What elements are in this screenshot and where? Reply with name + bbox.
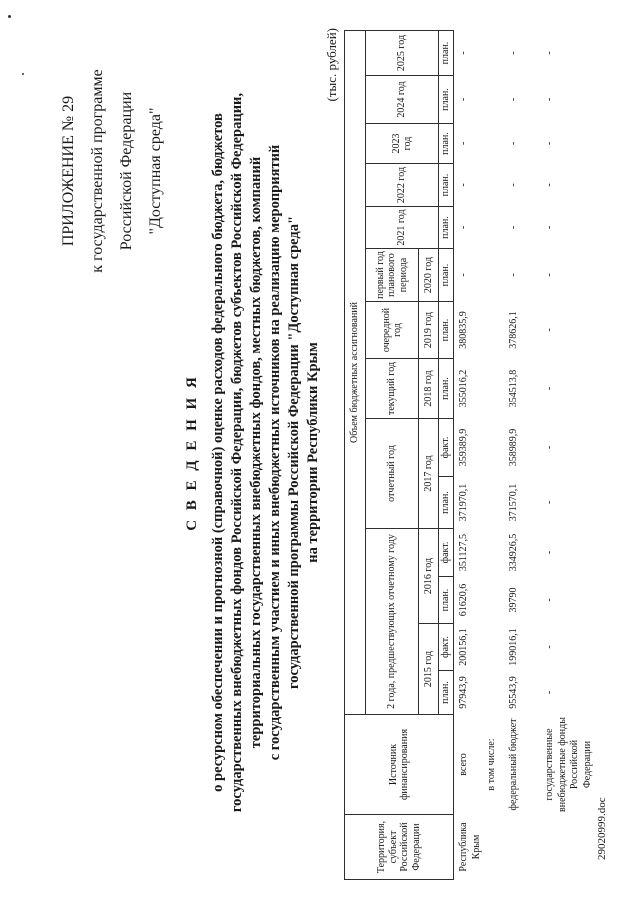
value-cell: - [458,225,469,230]
value-cell: 371970,1 [458,483,469,522]
value-cell: 378626,1 [508,311,519,349]
col-header-2024: 2024 год [366,76,439,124]
col-group-next-year: очередной год [366,302,419,359]
value-cell: 97943,9 [458,676,469,709]
title-line: с государственным участием и иных внебюджетных источников на реализацию мероприятий [267,144,283,761]
value-cell: - [544,273,555,277]
value-cell: - [544,386,555,391]
appendix-line: к государственной программе [89,69,106,273]
value-cell: 334926,5 [508,533,519,572]
value-cell: - [544,51,555,55]
col-header-volume: Объем бюджетных ассигнований [345,31,366,715]
value-cell: - [544,328,555,332]
col-header-territory: Территория, субъект Российской Федерации [345,815,454,880]
value-cell: 351127,5 [458,533,469,572]
value-cell: - [544,598,555,602]
table-row [454,31,483,880]
subcol-plan: план. [439,164,454,207]
col-header-2020: 2020 год [419,249,439,302]
subcol-plan: план. [439,359,454,419]
title-line: на территории Республики Крым [305,342,321,563]
value-cell: 200156,1 [458,628,469,666]
appendix-block [54,20,170,322]
subcol-plan: план. [439,31,454,76]
title-line: государственной программы Российской Федерации "Доступная среда" [286,215,302,690]
col-header-2019: 2019 год [419,302,439,359]
col-header-source: Источник финансирования [345,715,454,815]
col-header-2016: 2016 год [419,529,439,624]
subcol-fact: факт. [439,624,454,671]
value-cell: 354513,8 [508,369,519,408]
value-cell: 199016,1 [508,628,519,666]
value-cell: - [544,500,555,505]
title-line: государственных внебюджетных фондов Российской Федерации, бюджетов субъектов Российской Федерации, [229,92,245,813]
subcol-fact: факт. [439,529,454,577]
source-cell: федеральный бюджет [508,718,519,811]
col-header-2025: 2025 год [366,31,439,76]
value-cell: - [458,273,469,277]
source-cell: всего [458,753,469,776]
value-cell: - [544,183,555,187]
value-cell: - [544,225,555,230]
subcol-plan: план. [439,577,454,624]
document-title [209,0,323,905]
value-cell: - [544,97,555,102]
subcol-plan: план. [439,249,454,302]
value-cell: - [508,225,519,230]
subcol-plan: план. [439,671,454,715]
value-cell: 358989,9 [508,428,519,467]
value-cell: - [544,141,555,146]
value-cell: - [544,690,555,695]
value-cell: - [508,51,519,55]
appendix-line: "Доступная среда" [147,107,164,235]
value-cell: - [508,273,519,277]
col-header-2023: 2023 год [366,124,439,164]
value-cell: - [544,445,555,450]
document-heading: С В Е Д Е Н И Я [184,374,200,531]
value-cell: 359389,9 [458,428,469,467]
appendix-line: ПРИЛОЖЕНИЕ № 29 [60,95,77,247]
table-row [504,31,540,880]
budget-table [344,30,616,880]
col-header-2022: 2022 год [366,164,439,207]
col-header-2018: 2018 год [419,359,439,419]
col-group-first-planning-year: первый год планового периода [366,249,419,302]
table-row [540,31,616,880]
value-cell: - [508,97,519,102]
source-cell: государственные внебюджетные фонды Российской Федерации [544,717,593,812]
empty-cells [482,31,504,715]
value-cell: 380835,9 [458,311,469,349]
subcol-plan: план. [439,207,454,249]
value-cell: 39790 [508,587,519,613]
units-note: (тыс. рублей) [324,28,339,102]
value-cell: 371570,1 [508,483,519,522]
value-cell: - [544,645,555,649]
subcol-plan: план. [439,477,454,529]
territory-cell: Республика Крым [458,822,482,872]
title-line: территориальных государственных внебюджетных фондов, местных бюджетов, компаний [248,156,264,749]
value-cell: 95543,9 [508,676,519,709]
value-cell: - [544,550,555,555]
col-group-current-year: текущий год [366,359,419,419]
value-cell: 355016,2 [458,369,469,408]
col-header-2017: 2017 год [419,419,439,529]
col-header-2015: 2015 год [419,624,439,715]
title-line: о ресурсном обеспечении и прогнозной (справочной) оценке расходов федерального бюджета, бюджетов [210,113,226,792]
value-cell: 61620,6 [458,583,469,617]
table-row [482,31,504,880]
value-cell: - [458,141,469,146]
document-id-note: 29020999.doc [596,797,608,860]
col-group-reporting-year: отчетный год [366,419,419,529]
subcol-fact: факт. [439,419,454,477]
value-cell: - [458,51,469,55]
value-cell: - [508,141,519,146]
subcol-plan: план. [439,76,454,124]
value-cell: - [508,183,519,187]
subcol-plan: план. [439,124,454,164]
subcol-plan: план. [439,302,454,359]
col-header-2021: 2021 год [366,207,439,249]
value-cell: - [458,183,469,187]
col-group-two-years: 2 года, предшествующих отчетному году [366,529,419,715]
appendix-line: Российской Федерации [118,91,135,251]
source-cell: в том числе: [486,738,497,791]
value-cell: - [458,97,469,102]
